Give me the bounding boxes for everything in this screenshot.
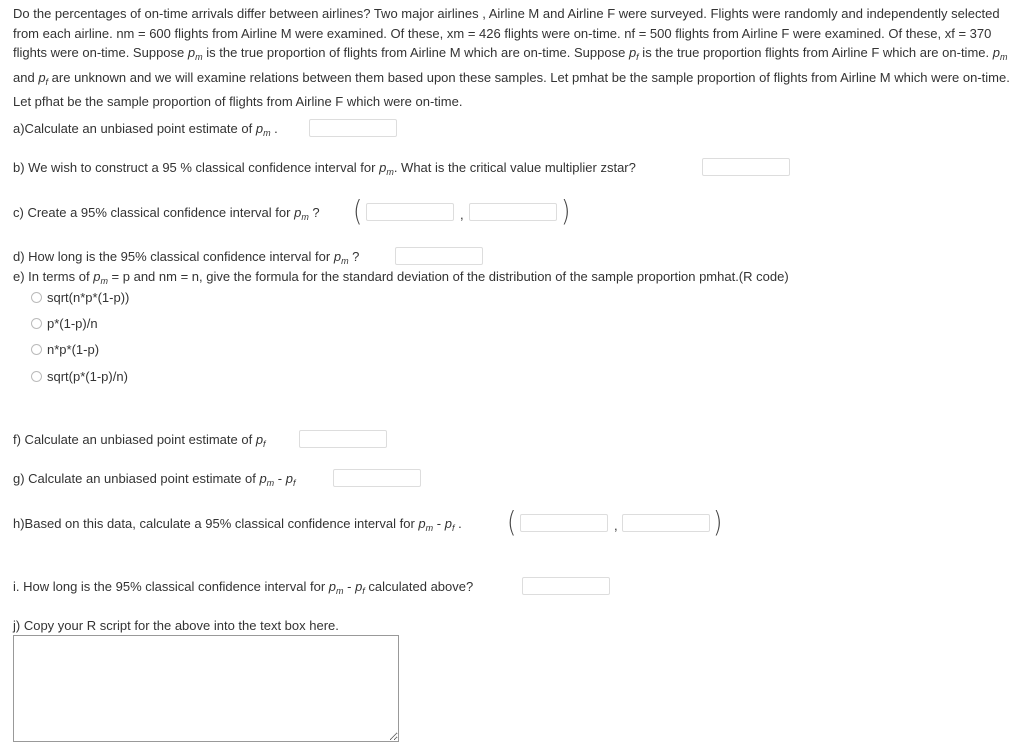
question-e: e) In terms of $p_m = p$ and nm = n, give the formula for the standard deviation of the distribution of the sample proportion pmhat.(R code) xyxy=(13,269,789,286)
radio-button[interactable] xyxy=(31,318,42,329)
answer-f-input[interactable] xyxy=(299,430,387,448)
answer-d-input[interactable] xyxy=(395,247,483,265)
question-f: f) Calculate an unbiased point estimate of $p_f$ xyxy=(13,432,266,449)
interval-right-paren: ) xyxy=(561,194,571,228)
radio-button[interactable] xyxy=(31,292,42,303)
question-c: c) Create a 95% classical confidence interval for $p_m$ ? xyxy=(13,205,320,222)
question-d: d) How long is the 95% classical confidence interval for $p_m$ ? xyxy=(13,249,360,266)
question-b: b) We wish to construct a 95 % classical confidence interval for $p_m$. What is the critical value multiplier zstar? xyxy=(13,160,636,177)
answer-h-upper-input[interactable] xyxy=(622,514,710,532)
interval-comma: , xyxy=(614,518,618,533)
question-a: a)Calculate an unbiased point estimate of $p_m$ . xyxy=(13,121,278,138)
answer-c-lower-input[interactable] xyxy=(366,203,454,221)
question-h: h)Based on this data, calculate a 95% classical confidence interval for $p_m - p_f$ . xyxy=(13,516,462,533)
problem-intro: Do the percentages of on-time arrivals differ between airlines? Two major airlines , Airline M and Airline F were surveyed. Flights were randomly and independently selected from each airline. nm = 600 flights from Airline M were examined. Of these, xm = 426 flights were on-time. nf = 500 flights from Airline F were examined. Of these, xf = 370 flights were on-time. Suppose $p_m$ is the true proportion of flights from Airline M which are on-time. Suppose $p_f$ is the true proportion flights from Airline F which are on-time. $p_m$ and $p_f$ are unknown and we will examine relations between them based upon these samples. Let pmhat be the sample proportion of flights from Airline M which were on-time. Let pfhat be the sample proportion of flights from Airline F which were on-time. xyxy=(13,6,1010,109)
interval-comma: , xyxy=(460,207,464,222)
interval-left-paren: ( xyxy=(507,505,517,539)
radio-button[interactable] xyxy=(31,344,42,355)
answer-b-input[interactable] xyxy=(702,158,790,176)
answer-c-upper-input[interactable] xyxy=(469,203,557,221)
answer-a-input[interactable] xyxy=(309,119,397,137)
answer-i-input[interactable] xyxy=(522,577,610,595)
answer-h-lower-input[interactable] xyxy=(520,514,608,532)
question-g: g) Calculate an unbiased point estimate of $p_m - p_f$ xyxy=(13,471,296,488)
question-i: i. How long is the 95% classical confidence interval for $p_m - p_f$ calculated above? xyxy=(13,579,474,596)
r-script-textarea[interactable] xyxy=(13,635,399,742)
question-j: j) Copy your R script for the above into the text box here. xyxy=(13,618,339,633)
radio-button[interactable] xyxy=(31,371,42,382)
interval-right-paren: ) xyxy=(713,505,723,539)
answer-g-input[interactable] xyxy=(333,469,421,487)
interval-left-paren: ( xyxy=(353,194,363,228)
